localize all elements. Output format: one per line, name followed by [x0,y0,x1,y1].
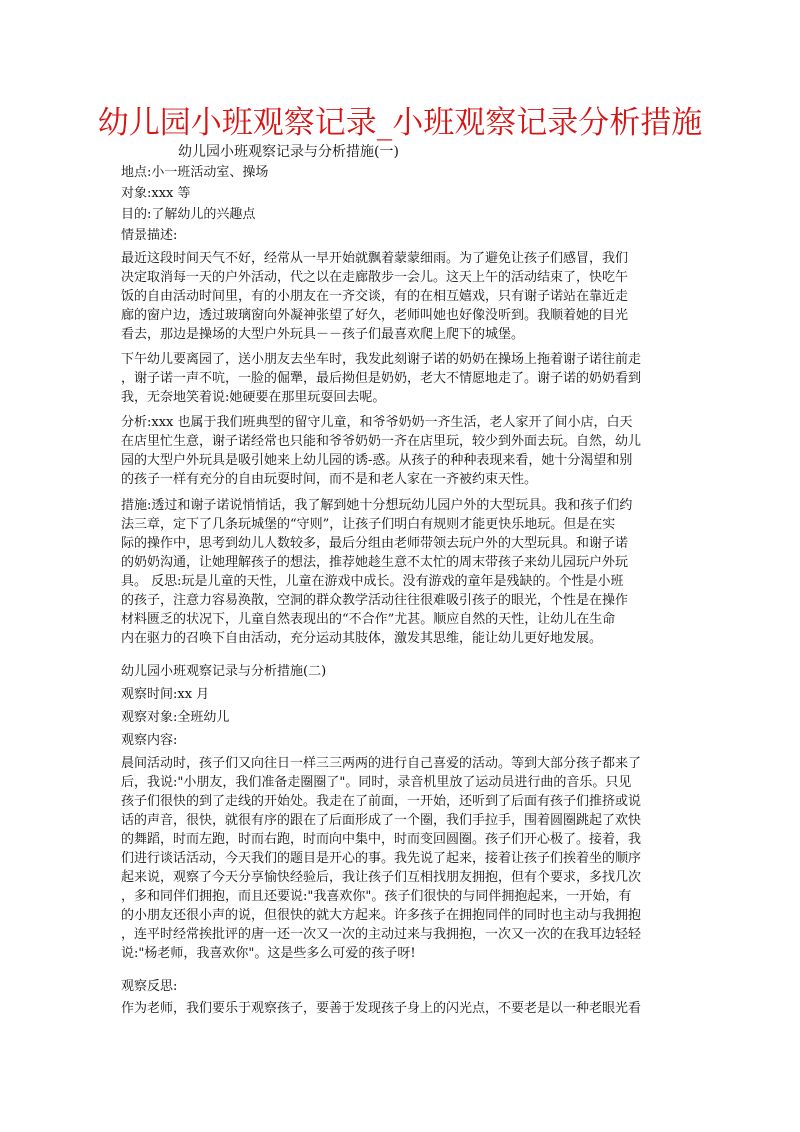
paragraph-line: 看去，那边是操场的大型户外玩具－－孩子们最喜欢爬上爬下的城堡。 [121,327,525,342]
observation-time: 观察时间:xx 月 [121,687,210,702]
document-title: 幼儿园小班观察记录_小班观察记录分析措施 [97,105,703,141]
target-line: 对象:xxx 等 [121,186,191,201]
paragraph-line: 园的大型户外玩具是吸引她来上幼儿园的诱-惑。从孩子的种种表现来看，她十分渴望和别 [121,453,633,468]
paragraph-line: 的舞蹈，时而左跑，时而右跑，时而向中集中，时而变回圆圈。孩子们开心极了。接着，我 [121,832,642,847]
paragraph-line: 说:"杨老师，我喜欢你"。这是些多么可爱的孩子呀! [121,946,416,961]
paragraph-line: 内在驱力的召唤下自由活动，充分运动其肢体，激发其思维，能让幼儿更好地发展。 [121,631,603,646]
paragraph-line: 最近这段时间天气不好，经常从一早开始就飘着蒙蒙细雨。为了避免让孩子们感冒，我们 [121,251,629,266]
paragraph-line: 们进行谈话活动，今天我们的题目是开心的事。我先说了起来，接着让孩子们挨着坐的顺序 [121,851,642,866]
reflection-label: 观察反思: [121,979,178,994]
paragraph-analysis [121,413,681,489]
paragraph-line: 分析:xxx 也属于我们班典型的留守儿童，和爷爷奶奶一齐生活，老人家开了间小店，白天 [121,415,633,430]
paragraph-line: 在店里忙生意，谢子诺经常也只能和爷爷奶奶一齐在店里玩，较少到外面去玩。自然，幼儿 [121,434,642,449]
paragraph-line: 饭的自由活动时间里，有的小朋友在一齐交谈，有的在相互嬉戏，只有谢子诺站在靠近走 [121,289,629,304]
section-subtitle-2: 幼儿园小班观察记录与分析措施(二) [121,664,327,679]
paragraph-line: ，连平时经常挨批评的唐一还一次又一次的主动过来与我拥抱，一次又一次的在我耳边轻轻 [121,927,642,942]
paragraph-line: 的孩子一样有充分的自由玩耍时间，而不是和老人家在一齐被约束天性。 [121,472,538,487]
paragraph-reflection [121,999,681,1018]
paragraph-line: 具。 反思:玩是儿童的天性，儿童在游戏中成长。没有游戏的童年是残缺的。个性是小班 [121,574,624,589]
paragraph-line: 我，无奈地笑着说:她硬要在那里玩耍回去呢。 [121,390,386,405]
observation-target: 观察对象:全班幼儿 [121,710,230,725]
paragraph-afternoon [121,350,681,407]
section-subtitle-1: 幼儿园小班观察记录与分析措施(一) [178,144,399,160]
paragraph-scene [121,249,681,344]
goal-line: 目的:了解幼儿的兴趣点 [121,207,256,222]
paragraph-line: 材料匮乏的状况下，儿童自然表现出的“不合作”尤甚。顺应自然的天性，让幼儿在生命 [121,612,616,627]
paragraph-line: 决定取消每一天的户外活动，代之以在走廊散步一会儿。这天上午的活动结束了，快吃午 [121,270,629,285]
place-line: 地点:小一班活动室、操场 [121,165,269,180]
paragraph-line: 晨间活动时，孩子们又向往日一样三三两两的进行自己喜爱的活动。等到大部分孩子都来了 [121,756,642,771]
paragraph-line: 起来说，观察了今天分享愉快经验后，我让孩子们互相找朋友拥抱，但有个要求，多找几次 [121,870,642,885]
paragraph-line: 的小朋友还很小声的说，但很快的就大方起来。许多孩子在拥抱同伴的同时也主动与我拥抱 [121,908,642,923]
paragraph-line: 孩子们很快的到了走线的开始处。我走在了前面，一开始，还听到了后面有孩子们推挤或说 [121,794,642,809]
observation-content-label: 观察内容: [121,733,178,748]
paragraph-line: 后，我说:"小朋友，我们准备走圈圈了"。同时，录音机里放了运动员进行曲的音乐。只见 [121,775,632,790]
paragraph-line: 际的操作中，思考到幼儿人数较多，最后分组由老师带领去玩户外的大型玩具。和谢子诺 [121,536,629,551]
paragraph-measures [121,496,681,648]
paragraph-line: 下午幼儿要离园了，送小朋友去坐车时，我发此刻谢子诺的奶奶在操场上拖着谢子诺往前走 [121,352,642,367]
scene-label: 情景描述: [121,228,178,243]
paragraph-line: ，多和同伴们拥抱，而且还要说:"我喜欢你"。孩子们很快的与同伴拥抱起来，一开始，有 [121,889,632,904]
paragraph-line: ，谢子诺一声不吭，一脸的倔犟，最后拗但是奶奶，老大不情愿地走了。谢子诺的奶奶看到 [121,371,642,386]
paragraph-line: 措施:透过和谢子诺说悄悄话，我了解到她十分想玩幼儿园户外的大型玩具。我和孩子们约 [121,498,633,513]
paragraph-line: 的奶奶沟通，让她理解孩子的想法，推荐她趁生意不太忙的周末带孩子来幼儿园玩户外玩 [121,555,629,570]
paragraph-line: 作为老师，我们要乐于观察孩子，要善于发现孩子身上的闪光点，不要老是以一种老眼光看 [121,1001,642,1016]
paragraph-line: 法三章，定下了几条玩城堡的“守则”，让孩子们明白有规则才能更快乐地玩。但是在实 [121,517,616,532]
paragraph-observation [121,754,681,963]
paragraph-line: 的孩子，注意力容易涣散，空洞的群众教学活动往往很难吸引孩子的眼光，个性是在操作 [121,593,629,608]
paragraph-line: 话的声音，很快，就很有序的跟在了后面形成了一个圈，我们手拉手，围着圆圈跳起了欢快 [121,813,642,828]
paragraph-line: 廊的窗户边，透过玻璃窗向外凝神张望了好久，老师叫她也好像没听到。我顺着她的目光 [121,308,629,323]
